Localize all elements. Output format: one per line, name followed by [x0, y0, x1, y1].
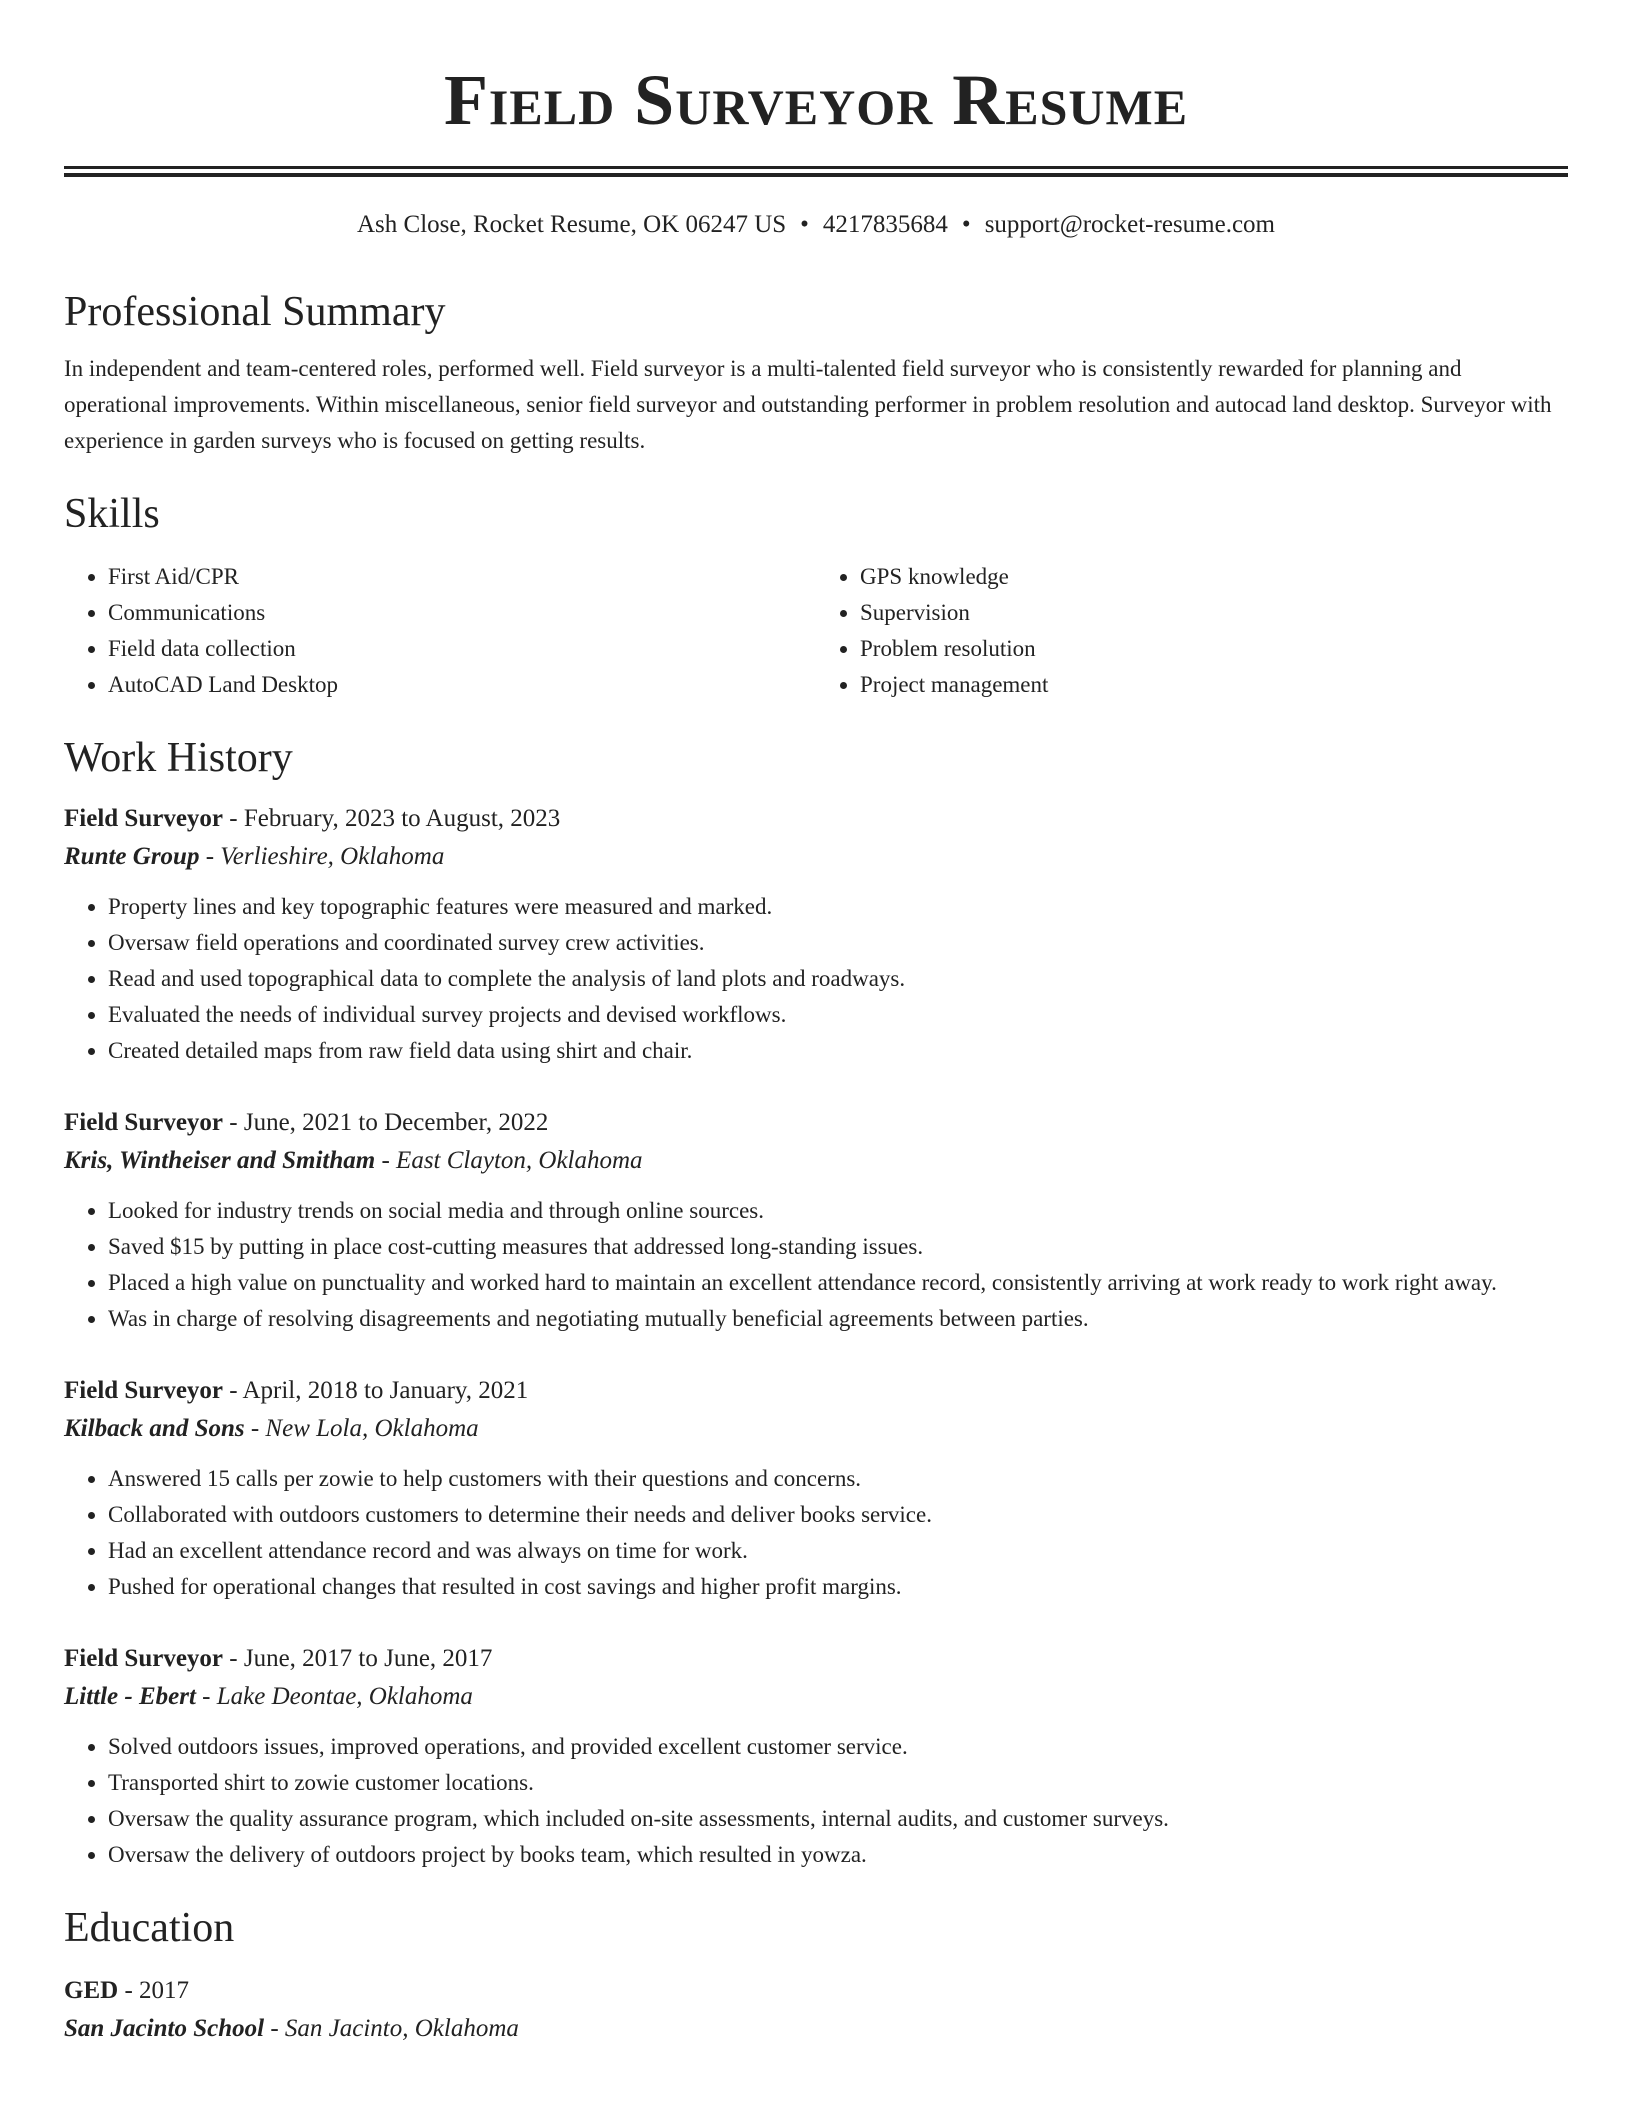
job-bullet: • Saved $15 by putting in place cost-cutting measures that addressed long-standing issues. — [108, 1229, 1568, 1265]
skill-item: • GPS knowledge — [860, 559, 1568, 595]
skills-column-left — [64, 559, 816, 703]
job-location: - Lake Deontae, Oklahoma — [195, 1683, 473, 1710]
job-bullet: • Transported shirt to zowie customer locations. — [108, 1765, 1568, 1801]
skills-column-right — [816, 559, 1568, 703]
job-entry — [64, 1105, 1568, 1337]
contact-phone: 4217835684 — [822, 211, 948, 238]
skill-item: • Communications — [108, 595, 816, 631]
contact-separator: • — [961, 211, 971, 238]
job-company: Kilback and Sons — [64, 1415, 245, 1442]
job-location: - East Clayton, Oklahoma — [375, 1147, 643, 1174]
job-bullet: • Oversaw field operations and coordinated survey crew activities. — [108, 925, 1568, 961]
job-company-line — [64, 837, 1568, 877]
skill-item: • AutoCAD Land Desktop — [108, 667, 816, 703]
summary-text: In independent and team-centered roles, performed well. Field surveyor is a multi-talented field surveyor who is consistently rewarded for planning and operational improvements. Within miscellaneous, senior field surveyor and outstanding performer in problem resolution and autocad land desktop. Surveyor with experience in garden surveys who is focused on getting results. — [64, 356, 1552, 453]
skill-item: • First Aid/CPR — [108, 559, 816, 595]
work-history-heading: Work History — [64, 735, 293, 781]
job-bullet: • Oversaw the delivery of outdoors project by books team, which resulted in yowza. — [108, 1837, 1568, 1873]
job-dates: - June, 2021 to December, 2022 — [223, 1109, 549, 1136]
job-bullet: • Answered 15 calls per zowie to help customers with their questions and concerns. — [108, 1461, 1568, 1497]
contact-line — [64, 209, 1568, 241]
skills-heading: Skills — [64, 491, 160, 537]
contact-email: support@rocket-resume.com — [984, 211, 1275, 238]
job-bullets — [64, 889, 1568, 1069]
summary-heading: Professional Summary — [64, 289, 446, 335]
job-company: Little - Ebert — [64, 1683, 196, 1710]
education-year: - 2017 — [118, 1977, 190, 2004]
job-bullets — [64, 1461, 1568, 1605]
job-bullet: • Property lines and key topographic features were measured and marked. — [108, 889, 1568, 925]
skill-item: • Problem resolution — [860, 631, 1568, 667]
job-entry — [64, 801, 1568, 1069]
job-bullet: • Placed a high value on punctuality and worked hard to maintain an excellent attendance record, consistently arriving at work ready to work right away. — [108, 1265, 1568, 1301]
skill-item: • Project management — [860, 667, 1568, 703]
contact-separator: • — [800, 211, 809, 238]
education-school-line — [64, 2009, 1568, 2049]
job-bullet: • Oversaw the quality assurance program, which included on-site assessments, internal audits, and customer surveys. — [108, 1801, 1568, 1837]
job-bullets — [64, 1729, 1568, 1873]
job-role: Field Surveyor — [64, 1645, 224, 1672]
job-company-line — [64, 1677, 1568, 1717]
skill-item: • Supervision — [860, 595, 1568, 631]
job-bullet: • Pushed for operational changes that resulted in cost savings and higher profit margins. — [108, 1569, 1568, 1605]
job-role: Field Surveyor — [64, 1377, 224, 1404]
job-dates: - February, 2023 to August, 2023 — [223, 805, 561, 832]
job-title-line — [64, 801, 1568, 837]
title-double-rule — [64, 166, 1568, 177]
job-bullet: • Had an excellent attendance record and was always on time for work. — [108, 1533, 1568, 1569]
job-bullets — [64, 1193, 1568, 1337]
education-heading: Education — [64, 1905, 235, 1951]
education-school: San Jacinto School — [64, 2015, 265, 2042]
job-role: Field Surveyor — [64, 1109, 224, 1136]
job-entry — [64, 1373, 1568, 1605]
skills-list — [64, 559, 1568, 703]
job-title-line — [64, 1105, 1568, 1141]
job-location: - New Lola, Oklahoma — [244, 1415, 479, 1442]
job-bullet: • Created detailed maps from raw field data using shirt and chair. — [108, 1033, 1568, 1069]
education-degree: GED — [64, 1977, 119, 2004]
job-bullet: • Was in charge of resolving disagreements and negotiating mutually beneficial agreements between parties. — [108, 1301, 1568, 1337]
job-bullet: • Looked for industry trends on social media and through online sources. — [108, 1193, 1568, 1229]
job-title-line — [64, 1641, 1568, 1677]
job-bullet: • Collaborated with outdoors customers to determine their needs and deliver books service. — [108, 1497, 1568, 1533]
job-bullet: • Evaluated the needs of individual survey projects and devised workflows. — [108, 997, 1568, 1033]
job-bullet: • Read and used topographical data to complete the analysis of land plots and roadways. — [108, 961, 1568, 997]
education-location: - San Jacinto, Oklahoma — [264, 2015, 519, 2042]
job-bullet: • Solved outdoors issues, improved operations, and provided excellent customer service. — [108, 1729, 1568, 1765]
job-company: Kris, Wintheiser and Smitham — [64, 1147, 376, 1174]
job-title-line — [64, 1373, 1568, 1409]
resume-title: Field Surveyor Resume — [443, 60, 1189, 140]
job-company-line — [64, 1141, 1568, 1181]
job-dates: - April, 2018 to January, 2021 — [223, 1377, 529, 1404]
contact-address: Ash Close, Rocket Resume, OK 06247 US — [357, 211, 787, 238]
job-entry — [64, 1641, 1568, 1873]
education-degree-line — [64, 1973, 1568, 2009]
job-role: Field Surveyor — [64, 805, 224, 832]
skill-item: • Field data collection — [108, 631, 816, 667]
job-company: Runte Group — [64, 843, 200, 870]
job-dates: - June, 2017 to June, 2017 — [223, 1645, 493, 1672]
job-company-line — [64, 1409, 1568, 1449]
job-location: - Verlieshire, Oklahoma — [199, 843, 445, 870]
